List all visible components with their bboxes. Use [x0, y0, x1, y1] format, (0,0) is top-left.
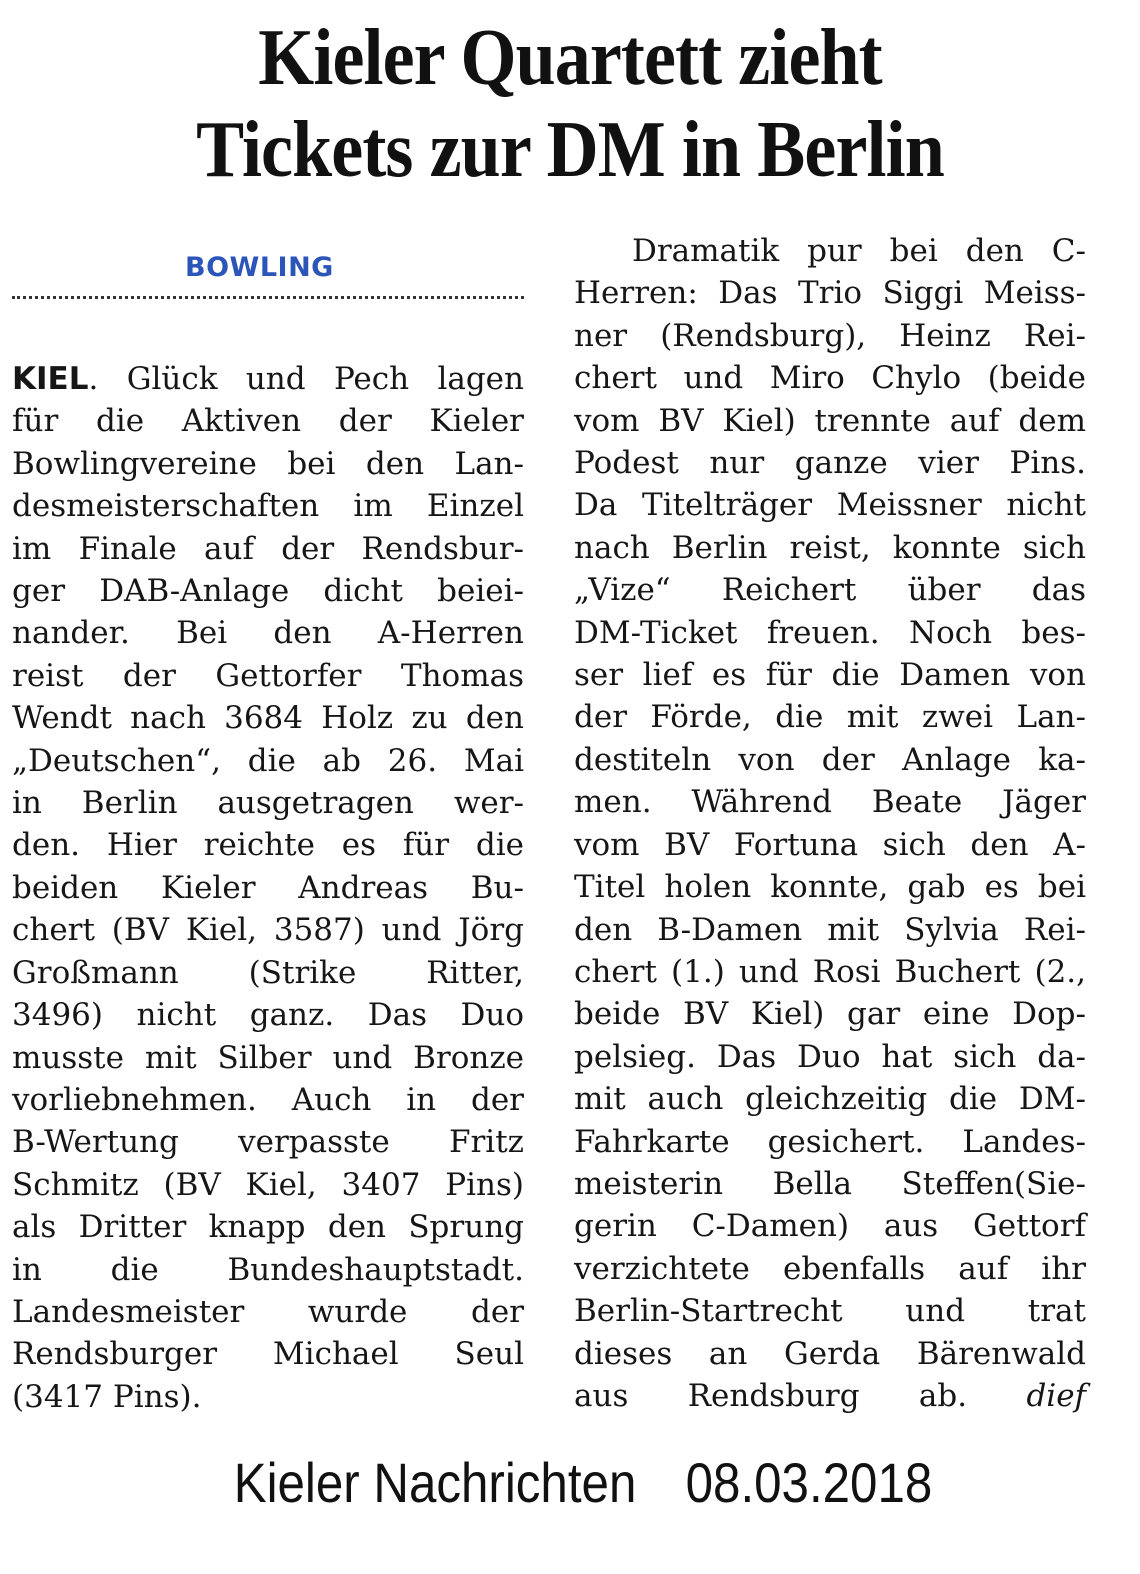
headline	[57, 12, 1083, 196]
article-line: gerin C-Damen) aus Gettorf	[574, 1208, 1086, 1245]
article-line: chert (1.) und Rosi Buchert (2.,	[574, 953, 1086, 990]
article-line: (3417 Pins).	[12, 1378, 202, 1415]
article-line: „Vize“ Reichert über das	[574, 572, 1086, 609]
article-line: Großmann (Strike Ritter,	[12, 954, 524, 991]
article-line: der Förde, die mit zwei Lan-	[574, 699, 1086, 736]
article-line: men. Während Beate Jäger	[574, 784, 1086, 821]
article-line-text: aus Rendsburg ab.	[574, 1377, 968, 1414]
publication-name: Kieler Nachrichten	[233, 1451, 637, 1514]
article-line: Wendt nach 3684 Holz zu den	[12, 700, 524, 737]
article-line: im Finale auf der Rendsbur-	[12, 530, 524, 567]
article-line: Herren: Das Trio Siggi Meiss-	[574, 275, 1086, 312]
article-line: „Deutschen“, die ab 26. Mai	[12, 742, 524, 779]
source-caption	[70, 1450, 1096, 1515]
article-line: nander. Bei den A-Herren	[12, 615, 524, 652]
article-column-1	[12, 358, 524, 1418]
article-line: vom BV Fortuna sich den A-	[574, 826, 1086, 863]
article-line: chert (BV Kiel, 3587) und Jörg	[12, 912, 524, 949]
article-line: musste mit Silber und Bronze	[12, 1039, 524, 1076]
article-line: den B-Damen mit Sylvia Rei-	[574, 911, 1086, 948]
article-line: Bowlingvereine bei den Lan-	[12, 445, 524, 482]
article-line-last	[574, 1375, 1086, 1417]
article-line	[12, 358, 524, 400]
article-line: Podest nur ganze vier Pins.	[574, 445, 1086, 482]
article-line: ser lief es für die Damen von	[574, 657, 1086, 694]
article-line: chert und Miro Chylo (beide	[574, 360, 1086, 397]
article-line: B-Wertung verpasste Fritz	[12, 1124, 524, 1161]
headline-line-1: Kieler Quartett zieht	[258, 14, 882, 102]
article-line: beiden Kieler Andreas Bu-	[12, 869, 524, 906]
dateline: KIEL	[12, 361, 89, 397]
article-line: Landesmeister wurde der	[12, 1293, 524, 1330]
article-line: ger DAB-Anlage dicht beiei-	[12, 573, 524, 610]
article-line: Titel holen konnte, gab es bei	[574, 869, 1086, 906]
article-line: Fahrkarte gesichert. Landes-	[574, 1123, 1086, 1160]
article-line: Rendsburger Michael Seul	[12, 1336, 524, 1373]
article-line: Da Titelträger Meissner nicht	[574, 487, 1086, 524]
article-line: DM-Ticket freuen. Noch bes-	[574, 614, 1086, 651]
article-line: nach Berlin reist, konnte sich	[574, 529, 1086, 566]
article-line: pelsieg. Das Duo hat sich da-	[574, 1038, 1086, 1075]
dotted-divider	[12, 296, 524, 299]
article-line: Berlin-Startrecht und trat	[574, 1293, 1086, 1330]
article-line: meisterin Bella Steffen(Sie-	[574, 1165, 1086, 1202]
article-line: für die Aktiven der Kieler	[12, 403, 524, 440]
article-line: den. Hier reichte es für die	[12, 827, 524, 864]
article-line: in die Bundeshauptstadt.	[12, 1251, 524, 1288]
article-column-2	[574, 230, 1086, 1417]
article-line: dieses an Gerda Bärenwald	[574, 1335, 1086, 1372]
article-line: destiteln von der Anlage ka-	[574, 741, 1086, 778]
article-line: desmeisterschaften im Einzel	[12, 488, 524, 525]
article-line: Schmitz (BV Kiel, 3407 Pins)	[12, 1166, 524, 1203]
author-signature: dief	[1026, 1377, 1087, 1414]
article-line: 3496) nicht ganz. Das Duo	[12, 997, 524, 1034]
section-rubric: BOWLING	[185, 252, 334, 283]
article-line: vom BV Kiel) trennte auf dem	[574, 402, 1086, 439]
article-line: Dramatik pur bei den C-	[632, 233, 1086, 269]
article-line: verzichtete ebenfalls auf ihr	[574, 1250, 1086, 1287]
headline-line-2: Tickets zur DM in Berlin	[196, 106, 944, 194]
article-line: reist der Gettorfer Thomas	[12, 657, 524, 694]
article-line: in Berlin ausgetragen wer-	[12, 785, 524, 822]
publication-date: 08.03.2018	[685, 1451, 933, 1514]
article-line: ner (Rendsburg), Heinz Rei-	[574, 317, 1086, 354]
article-line-text: . Glück und Pech lagen	[88, 361, 524, 397]
article-line: als Dritter knapp den Sprung	[12, 1209, 524, 1246]
article-line: mit auch gleichzeitig die DM-	[574, 1081, 1086, 1118]
article-line: vorliebnehmen. Auch in der	[12, 1081, 524, 1118]
article-line: beide BV Kiel) gar eine Dop-	[574, 996, 1086, 1033]
